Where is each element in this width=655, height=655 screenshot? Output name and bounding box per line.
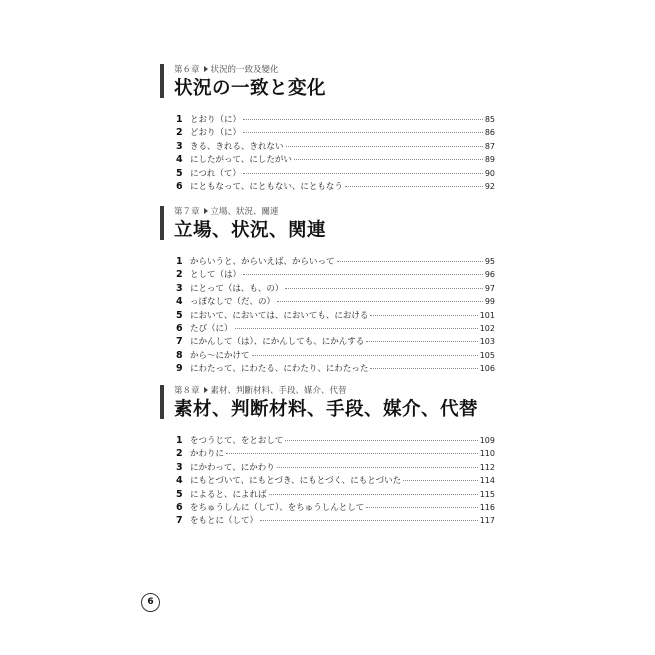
entry-page: 102 <box>479 323 495 333</box>
arrow-icon <box>204 208 208 214</box>
dot-leader <box>243 274 483 275</box>
entry-label: かわりに <box>190 449 225 460</box>
dot-leader <box>277 301 483 302</box>
entry-label: につれ（て） <box>190 168 241 179</box>
chapter-8 <box>160 385 495 528</box>
entry-page: 112 <box>479 462 495 472</box>
entry-number: 5 <box>176 167 183 179</box>
dot-leader <box>403 480 478 481</box>
chapter-bar <box>160 385 164 419</box>
entry-page: 114 <box>479 476 495 486</box>
chapter-title: 素材、判断材料、手段、媒介、代替 <box>174 399 479 420</box>
dot-leader <box>277 467 478 468</box>
entry-label: にとって（は、も、の） <box>190 283 284 294</box>
entry-number: 4 <box>176 475 183 487</box>
toc-list <box>160 113 495 193</box>
entry-page: 116 <box>479 502 495 512</box>
dot-leader <box>286 146 483 147</box>
chapter-bar <box>160 206 164 240</box>
chapter-subtitle: 立場、狀況、關連 <box>210 207 279 217</box>
toc-entry[interactable] <box>176 501 495 514</box>
entry-number: 9 <box>176 363 183 375</box>
toc-entry[interactable] <box>176 268 495 281</box>
entry-label: きる、きれる、きれない <box>190 141 284 152</box>
entry-page: 115 <box>479 489 495 499</box>
chapter-header <box>160 385 495 421</box>
entry-label: にかわって、にかわり <box>190 462 275 473</box>
entry-page: 101 <box>479 310 495 320</box>
entry-page: 110 <box>479 449 495 459</box>
toc-entry[interactable] <box>176 335 495 348</box>
chapter-title: 状況の一致と変化 <box>174 78 327 99</box>
entry-number: 2 <box>176 448 183 460</box>
entry-label: において、においては、においても、における <box>190 310 369 321</box>
entry-label: っぽなしで（だ、の） <box>190 297 276 308</box>
entry-page: 87 <box>484 141 495 151</box>
entry-label: にともなって、にともない、にともなう <box>190 181 343 192</box>
dot-leader <box>226 453 478 454</box>
chapter-header <box>160 206 495 242</box>
toc-entry[interactable] <box>176 255 495 268</box>
arrow-icon <box>204 66 208 72</box>
toc-entry[interactable] <box>176 126 495 139</box>
chapter-7 <box>160 206 495 376</box>
dot-leader <box>285 288 482 289</box>
entry-number: 2 <box>176 269 183 281</box>
dot-leader <box>345 186 483 187</box>
entry-number: 4 <box>176 154 183 166</box>
chapter-meta <box>174 385 495 398</box>
chapter-subtitle: 素材、判斷材料、手段、媒介、代替 <box>210 386 347 396</box>
entry-label: どおり（に） <box>190 128 242 139</box>
entry-number: 6 <box>176 501 183 513</box>
toc-entry[interactable] <box>176 488 495 501</box>
chapter-label: 第８章 <box>174 386 200 396</box>
dot-leader <box>337 261 483 262</box>
toc-list <box>160 434 495 528</box>
entry-page: 86 <box>484 128 495 138</box>
entry-page: 99 <box>484 297 495 307</box>
toc-entry[interactable] <box>176 349 495 362</box>
entry-page: 97 <box>484 283 495 293</box>
entry-page: 109 <box>479 436 495 445</box>
chapter-bar <box>160 64 164 98</box>
entry-number: 2 <box>176 127 183 139</box>
entry-page: 106 <box>479 364 495 374</box>
entry-page: 89 <box>484 155 495 165</box>
dot-leader <box>285 440 477 441</box>
chapter-6 <box>160 64 495 193</box>
entry-label: たび（に） <box>190 323 233 334</box>
toc-entry[interactable] <box>176 282 495 295</box>
dot-leader <box>269 494 478 495</box>
dot-leader <box>252 355 478 356</box>
chapter-header <box>160 64 495 100</box>
toc-entry[interactable] <box>176 461 495 474</box>
entry-page: 85 <box>484 115 495 124</box>
entry-number: 7 <box>176 336 183 348</box>
dot-leader <box>243 132 483 133</box>
entry-label: をもとに（して） <box>190 516 259 527</box>
toc-entry[interactable] <box>176 474 495 487</box>
dot-leader <box>366 507 477 508</box>
page-number: 6 <box>141 593 160 612</box>
toc-entry[interactable] <box>176 153 495 166</box>
dot-leader <box>235 328 478 329</box>
chapter-label: 第６章 <box>174 65 200 75</box>
toc-entry[interactable] <box>176 309 495 322</box>
chapter-meta <box>174 64 495 77</box>
dot-leader <box>370 368 477 369</box>
dot-leader <box>370 315 477 316</box>
toc-entry[interactable] <box>176 180 495 193</box>
chapter-label: 第７章 <box>174 207 200 217</box>
entry-number: 3 <box>176 461 183 473</box>
entry-number: 6 <box>176 322 183 334</box>
toc-entry[interactable] <box>176 140 495 153</box>
entry-number: 5 <box>176 309 183 321</box>
entry-number: 8 <box>176 349 183 361</box>
entry-number: 3 <box>176 282 183 294</box>
toc-entry[interactable] <box>176 295 495 308</box>
toc-entry[interactable] <box>176 362 495 375</box>
toc-entry[interactable] <box>176 113 495 126</box>
entry-label: からいうと、からいえば、からいって <box>190 257 335 267</box>
entry-label: にわたって、にわたる、にわたり、にわたった <box>190 364 369 375</box>
toc-entry[interactable] <box>176 322 495 335</box>
entry-page: 117 <box>479 516 495 526</box>
entry-label: として（は） <box>190 270 242 281</box>
chapter-subtitle: 状況的一致及變化 <box>210 65 279 75</box>
entry-label: とおり（に） <box>190 115 242 125</box>
entry-number: 3 <box>176 140 183 152</box>
entry-page: 90 <box>484 168 495 178</box>
entry-label: をちゅうしんに（して）、をちゅうしんとして <box>190 502 365 513</box>
entry-number: 1 <box>176 435 183 446</box>
entry-page: 95 <box>484 257 495 266</box>
chapter-meta <box>174 206 495 219</box>
entry-label: にかんして（は）、にかんしても、にかんする <box>190 337 365 348</box>
dot-leader <box>260 520 478 521</box>
entry-label: をつうじて、をとおして <box>190 436 284 446</box>
arrow-icon <box>204 387 208 393</box>
entry-page: 103 <box>479 337 495 347</box>
dot-leader <box>294 159 483 160</box>
dot-leader <box>243 119 483 120</box>
toc-list <box>160 255 495 376</box>
entry-number: 6 <box>176 180 183 192</box>
entry-label: から〜にかけて <box>190 350 250 361</box>
dot-leader <box>243 173 483 174</box>
entry-number: 4 <box>176 296 183 308</box>
toc-entry[interactable] <box>176 167 495 180</box>
dot-leader <box>366 341 477 342</box>
entry-number: 1 <box>176 256 183 267</box>
chapter-title: 立場、状況、関連 <box>174 220 327 241</box>
toc-entry[interactable] <box>176 447 495 460</box>
entry-number: 5 <box>176 488 183 500</box>
entry-number: 1 <box>176 114 183 125</box>
toc-entry[interactable] <box>176 434 495 447</box>
entry-label: にもとづいて、にもとづき、にもとづく、にもとづいた <box>190 476 402 487</box>
entry-label: にしたがって、にしたがい <box>190 155 292 166</box>
entry-label: によると、によれば <box>190 489 267 500</box>
entry-page: 92 <box>484 181 495 191</box>
entry-number: 7 <box>176 515 183 527</box>
entry-page: 105 <box>479 350 495 360</box>
toc-entry[interactable] <box>176 514 495 527</box>
entry-page: 96 <box>484 270 495 280</box>
